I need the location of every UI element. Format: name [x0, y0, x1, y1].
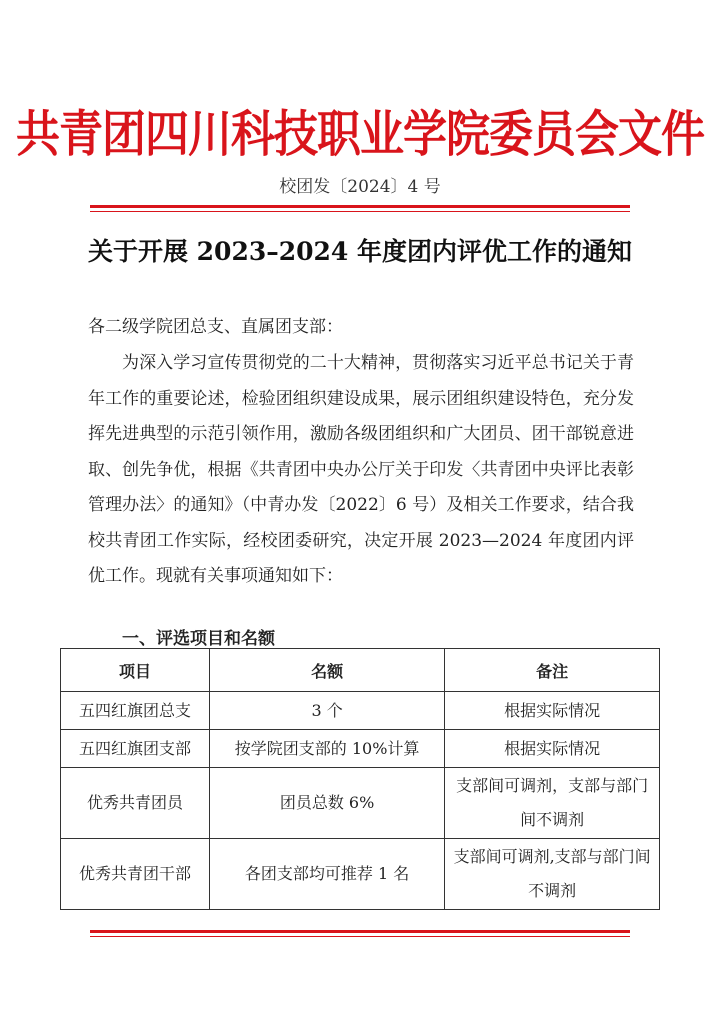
cell-remarks: 支部间可调剂,支部与部门间不调剂	[445, 839, 660, 910]
table-row	[61, 730, 660, 768]
footer-red-rule-thin	[90, 936, 630, 937]
table-row	[61, 768, 660, 839]
header-red-rule	[90, 205, 630, 208]
table-row	[61, 692, 660, 730]
cell-quota: 按学院团支部的 10%计算	[209, 730, 444, 768]
header-cell-remarks: 备注	[445, 649, 660, 692]
quota-table	[60, 648, 660, 910]
document-number: 校团发〔2024〕4 号	[279, 177, 441, 197]
header-cell-item: 项目	[61, 649, 210, 692]
table-header-row	[61, 649, 660, 692]
cell-item: 优秀共青团员	[61, 768, 210, 839]
cell-quota: 团员总数 6%	[209, 768, 444, 839]
cell-quota: 各团支部均可推荐 1 名	[209, 839, 444, 910]
cell-item: 优秀共青团干部	[61, 839, 210, 910]
cell-item: 五四红旗团支部	[61, 730, 210, 768]
cell-remarks: 根据实际情况	[445, 730, 660, 768]
cell-quota: 3 个	[209, 692, 444, 730]
org-header-title: 共青团四川科技职业学院委员会文件	[16, 106, 704, 164]
header-cell-quota: 名额	[209, 649, 444, 692]
footer-red-rule	[90, 930, 630, 933]
cell-remarks: 支部间可调剂，支部与部门间不调剂	[445, 768, 660, 839]
document-title: 关于开展 2023–2024 年度团内评优工作的通知	[87, 237, 633, 266]
section-heading: 一、评选项目和名额	[122, 629, 275, 649]
salutation: 各二级学院团总支、直属团支部：	[88, 317, 343, 337]
cell-item: 五四红旗团总支	[61, 692, 210, 730]
cell-remarks: 根据实际情况	[445, 692, 660, 730]
header-red-rule-thin	[90, 211, 630, 212]
body-paragraph: 为深入学习宣传贯彻党的二十大精神，贯彻落实习近平总书记关于青年工作的重要论述，检验团组织建设成果，展示团组织建设特色，充分发挥先进典型的示范引领作用，激励各级团组织和广大团员、团干部锐意进取、创先争优，根据《共青团中央办公厅关于印发〈共青团中央评比表彰管理办法〉的通知》（中青办发〔2022〕6 号）及相关工作要求，结合我校共青团工作实际，经校团委研究，决定开展 2023—2024 年度团内评优工作。现就有关事项通知如下：	[88, 353, 634, 586]
table-row	[61, 839, 660, 910]
